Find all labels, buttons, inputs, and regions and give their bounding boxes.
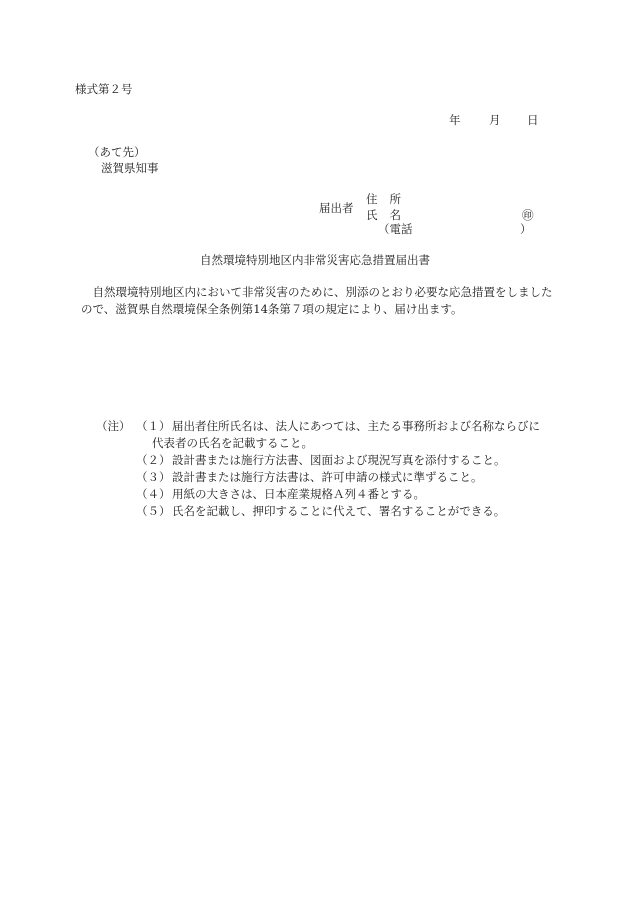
notes-label: （注）: [96, 419, 131, 433]
note-number: （３）: [136, 470, 171, 484]
seal-mark: ㊞: [522, 208, 534, 222]
note-text: 設計書または施行方法書は、許可申請の様式に準ずること。: [172, 470, 483, 484]
addressee-name: 滋賀県知事: [101, 161, 159, 175]
date-line: [449, 115, 539, 127]
note-item-3: [136, 472, 576, 484]
body-text: 自然環境特別地区内において非常災害のために、別添のとおり必要な応急措置をしましたので、滋賀県自然環境保全条例第14条第７項の規定により、届け出ます。: [81, 285, 553, 316]
date-day-label: 日: [527, 113, 539, 127]
note-number: （２）: [136, 453, 171, 467]
address-label: 住所: [366, 192, 413, 206]
note-item-1-continuation: 代表者の氏名を記載すること。: [152, 436, 313, 450]
name-label: 氏名: [366, 208, 413, 222]
date-month-label: 月: [489, 113, 501, 127]
note-number: （４）: [136, 487, 171, 501]
date-year-label: 年: [449, 113, 461, 127]
form-number: 様式第２号: [75, 82, 133, 96]
applicant-label: 届出者: [319, 201, 354, 215]
note-text: 設計書または施行方法書、図面および現況写真を添付すること。: [172, 453, 506, 467]
note-item-1: [136, 421, 576, 433]
document-title: 自然環境特別地区内非常災害応急措置届出書: [200, 253, 430, 267]
note-number: （５）: [136, 504, 171, 518]
note-text: 用紙の大きさは、日本産業規格Ａ列４番とする。: [172, 487, 425, 501]
note-number: （１）: [136, 419, 171, 433]
note-item-2: [136, 455, 576, 467]
addressee-label: （あて先）: [88, 145, 146, 159]
note-text: 氏名を記載し、押印することに代えて、署名することができる。: [172, 504, 506, 518]
note-text: 届出者住所氏名は、法人にあつては、主たる事務所および名称ならびに: [172, 419, 540, 433]
phone-close-paren: ）: [520, 222, 532, 236]
note-item-5: [136, 506, 576, 518]
phone-label: （電話: [378, 222, 413, 236]
note-item-4: [136, 489, 576, 501]
